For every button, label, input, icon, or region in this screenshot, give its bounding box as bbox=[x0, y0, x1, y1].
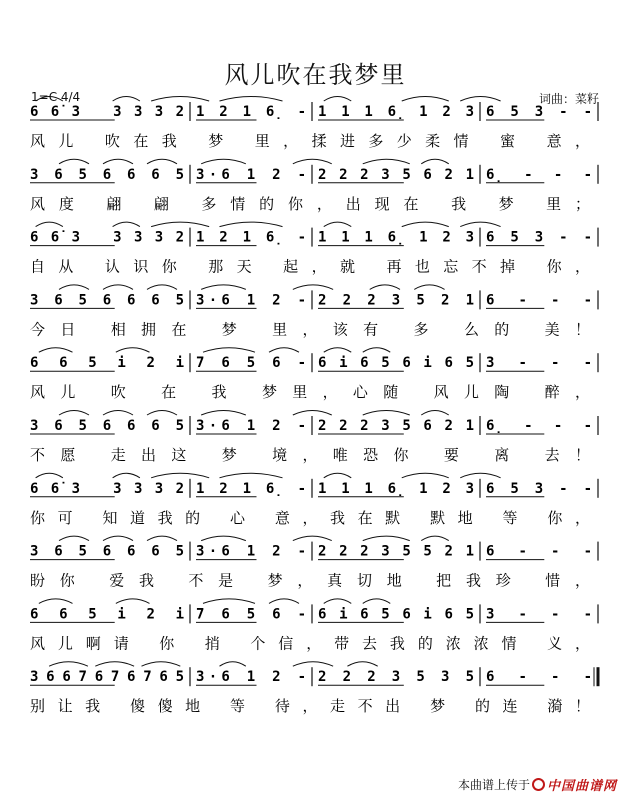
slur bbox=[421, 159, 449, 164]
notes: 6 - - - bbox=[486, 669, 592, 686]
slur bbox=[147, 285, 177, 290]
lyric-line: 风儿 吹在我 梦 里，揉进多少柔情 蜜 意， bbox=[30, 132, 590, 150]
notes: 66̇3 3332 bbox=[30, 229, 184, 246]
slur bbox=[59, 285, 89, 290]
slur bbox=[402, 97, 449, 102]
slur bbox=[147, 159, 177, 164]
slur bbox=[59, 159, 89, 164]
notes: 3·6 1 2 - bbox=[196, 418, 306, 434]
notes: 3·6 1 2 - bbox=[196, 166, 306, 183]
notes: 7 6 5 6 - bbox=[196, 355, 306, 372]
slur bbox=[151, 473, 209, 478]
slur bbox=[402, 473, 449, 478]
page-title: 风儿吹在我梦里 bbox=[224, 61, 407, 89]
slur bbox=[113, 473, 140, 478]
notes: 6 6 5 i 2 i bbox=[30, 606, 184, 623]
slur bbox=[201, 411, 246, 416]
notes: 6 5 3 - - bbox=[486, 104, 592, 120]
slur bbox=[116, 599, 150, 604]
notes: 66̇3 3332 bbox=[30, 480, 184, 497]
slur bbox=[36, 97, 63, 102]
notes: 3·6 1 2 - bbox=[196, 543, 306, 560]
slur bbox=[39, 348, 73, 353]
slur bbox=[460, 473, 500, 478]
slur bbox=[201, 285, 246, 290]
slur bbox=[201, 536, 246, 541]
upload-text: 本曲谱上传于 bbox=[457, 778, 530, 792]
slur bbox=[414, 285, 444, 290]
slur bbox=[220, 473, 283, 478]
slur bbox=[324, 97, 352, 102]
slur bbox=[142, 662, 181, 667]
slur bbox=[113, 97, 140, 102]
lyric-line: 盼你 爱我 不是 梦，真切地 把我珍 惜， bbox=[30, 571, 590, 590]
lyric-line: 风度 翩 翩 多情的你，出现在 我 梦 里； bbox=[30, 194, 590, 213]
slur bbox=[36, 222, 63, 227]
notes: 6 5 3 - - bbox=[486, 480, 592, 497]
slur bbox=[113, 222, 140, 227]
slur bbox=[269, 599, 299, 604]
slur bbox=[421, 536, 449, 541]
notes: 6 i 6 5 6 i 6 5 bbox=[318, 355, 474, 372]
lyric-line: 风儿 吹 在 我 梦里，心随 风儿陶 醉， bbox=[30, 383, 590, 402]
notes: 3 6 6 7 6 7 6 7 6 5 bbox=[30, 669, 184, 686]
notes: 2 2 2 3 5 6 2 1 bbox=[318, 166, 474, 183]
notes: 2 2 2 3 5 3 5 bbox=[318, 669, 474, 686]
slur bbox=[59, 536, 89, 541]
notes: 2 2 2 3 5 2 1 bbox=[318, 292, 474, 309]
slur bbox=[293, 536, 332, 541]
slur bbox=[116, 348, 150, 353]
slur bbox=[460, 97, 500, 102]
slur bbox=[220, 97, 283, 102]
slur bbox=[363, 159, 410, 164]
slur bbox=[363, 348, 391, 353]
site-name: 中国曲谱网 bbox=[546, 779, 617, 794]
notes: 6 i 6 5 6 i 6 5 bbox=[318, 606, 474, 623]
slur bbox=[103, 536, 133, 541]
slur bbox=[293, 159, 332, 164]
slur bbox=[203, 348, 255, 353]
slur bbox=[201, 159, 246, 164]
slur bbox=[220, 222, 283, 227]
slur bbox=[151, 222, 209, 227]
slur bbox=[39, 599, 73, 604]
slur bbox=[103, 285, 133, 290]
notes: 1 2 1 6̣ - bbox=[196, 480, 306, 497]
slur bbox=[324, 473, 352, 478]
lyric-line: 不愿 走出这 梦 境，唯恐你 要 离 去！ bbox=[30, 446, 590, 464]
slur bbox=[370, 285, 400, 290]
slur bbox=[103, 159, 133, 164]
lyric-line: 今日 相拥在 梦 里，该有 多 么的 美！ bbox=[30, 320, 590, 339]
slur bbox=[324, 222, 352, 227]
slur bbox=[103, 411, 133, 416]
site-logo-icon bbox=[532, 778, 545, 791]
slur bbox=[147, 536, 177, 541]
slur bbox=[147, 411, 177, 416]
notes: 1 1 1 6̣ 1 2 3 bbox=[318, 104, 474, 120]
slur bbox=[460, 222, 500, 227]
slur bbox=[293, 411, 332, 416]
slur bbox=[220, 662, 246, 667]
slur bbox=[363, 599, 391, 604]
notes: 3 6 5 6 6 6 5 bbox=[30, 166, 184, 183]
slur bbox=[324, 599, 352, 604]
notes: 3·6 1 2 - bbox=[196, 292, 306, 309]
notes: 3 - - - bbox=[486, 355, 592, 372]
notes: 7 6 5 6 - bbox=[196, 606, 306, 623]
notes: 1 1 1 6̣ 1 2 3 bbox=[318, 229, 474, 246]
slur bbox=[203, 599, 255, 604]
notes: 2 2 2 3 5 6 2 1 bbox=[318, 418, 474, 434]
notes: 6̣ - - - bbox=[486, 418, 592, 434]
slur bbox=[95, 662, 134, 667]
notes: 2 2 2 3 5 5 2 1 bbox=[318, 543, 474, 560]
notes: 6 6 5 i 2 i bbox=[30, 355, 184, 372]
slur bbox=[402, 222, 449, 227]
notes: 3 - - - bbox=[486, 606, 592, 623]
slur bbox=[363, 536, 410, 541]
slur bbox=[59, 411, 89, 416]
slur bbox=[324, 348, 352, 353]
slur bbox=[363, 411, 410, 416]
notes: 3 6 5 6 6 6 5 bbox=[30, 418, 184, 434]
notes: 6 - - - bbox=[486, 543, 592, 560]
notes: 6 5 3 - - bbox=[486, 229, 592, 246]
notes: 1 2 1 6̣ - bbox=[196, 104, 306, 120]
lyric-line: 别让我 傻傻地 等 待，走不出 梦 的连 漪！ bbox=[30, 697, 591, 716]
slur bbox=[36, 473, 63, 478]
slur bbox=[421, 411, 449, 416]
slur bbox=[151, 97, 209, 102]
notes: 1 2 1 6̣ - bbox=[196, 229, 306, 246]
notes: 66̇3 3332 bbox=[30, 104, 184, 120]
slur bbox=[293, 285, 333, 290]
credit-line: 词曲：菜籽 bbox=[538, 92, 599, 106]
slur bbox=[293, 662, 333, 667]
notes: 3 6 5 6 6 6 5 bbox=[30, 543, 184, 560]
notes: 3 6 5 6 6 6 5 bbox=[30, 292, 184, 309]
lyric-line: 自从 认识你 那天 起，就 再也忘不掉 你， bbox=[30, 257, 590, 276]
footer bbox=[458, 775, 617, 794]
lyric-line: 风儿啊请 你 捎 个信，带去我的浓浓情 义， bbox=[30, 634, 590, 653]
notes: 6̣ - - - bbox=[486, 166, 592, 183]
notes: 6 - - - bbox=[486, 292, 592, 309]
notes: 3·6 1 2 - bbox=[196, 669, 306, 686]
slur bbox=[347, 662, 377, 667]
slur bbox=[49, 662, 88, 667]
slur bbox=[269, 348, 299, 353]
notes: 1 1 1 6̣ 1 2 3 bbox=[318, 480, 474, 497]
lyric-line: 你可 知道我的 心 意，我在默 默地 等 你， bbox=[30, 508, 591, 527]
key-signature: 1=C 4/4 bbox=[31, 90, 81, 104]
